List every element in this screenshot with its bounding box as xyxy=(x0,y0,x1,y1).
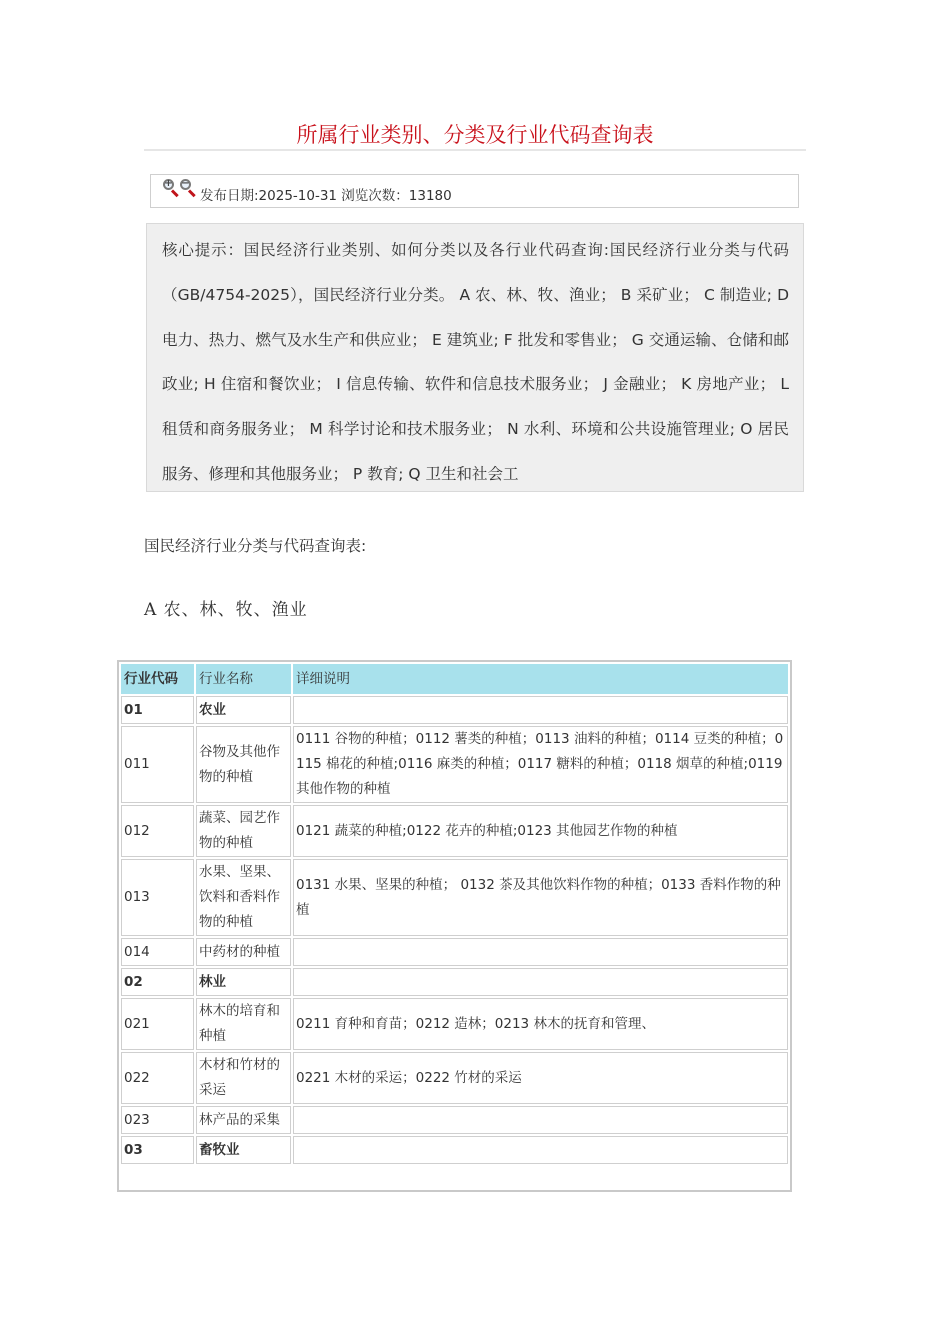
cell-name: 林业 xyxy=(196,968,291,996)
cell-code: 02 xyxy=(121,968,194,996)
table-row xyxy=(121,1106,788,1134)
publish-info: 发布日期:2025-10-31 浏览次数：13180 xyxy=(200,188,452,204)
table-row xyxy=(121,938,788,966)
section-label: 国民经济行业分类与代码查询表: xyxy=(144,537,367,555)
cell-detail: 0131 水果、坚果的种植； 0132 茶及其他饮料作物的种植；0133 香料作物的种植 xyxy=(293,859,788,936)
table-row xyxy=(121,859,788,936)
category-heading: A 农、林、牧、渔业 xyxy=(144,600,308,620)
page-title: 所属行业类别、分类及行业代码查询表 xyxy=(296,123,654,147)
cell-code: 014 xyxy=(121,938,194,966)
table-row xyxy=(121,696,788,724)
cell-code: 022 xyxy=(121,1052,194,1104)
cell-code: 011 xyxy=(121,726,194,803)
table-row xyxy=(121,805,788,857)
cell-name: 农业 xyxy=(196,696,291,724)
cell-name: 畜牧业 xyxy=(196,1136,291,1164)
header-code: 行业代码 xyxy=(121,664,194,694)
info-bar xyxy=(150,174,799,208)
table-header-row xyxy=(121,664,788,694)
cell-detail: 0121 蔬菜的种植;0122 花卉的种植;0123 其他园艺作物的种植 xyxy=(293,805,788,857)
cell-name: 木材和竹材的采运 xyxy=(196,1052,291,1104)
cell-code: 021 xyxy=(121,998,194,1050)
cell-detail: 0211 育种和育苗；0212 造林；0213 林木的抚育和管理、 xyxy=(293,998,788,1050)
summary-box: 核心提示：国民经济行业类别、如何分类以及各行业代码查询:国民经济行业分类与代码（GB/4754-2025），国民经济行业分类。 A 农、林、牧、渔业； B 采矿业； C 制造业; D 电力、热力、燃气及水生产和供应业； E 建筑业; F 批发和零售业； G 交通运输、仓储和邮政业; H 住宿和餐饮业； I 信息传输、软件和信息技术服务业； J 金融业； K 房地产业； L 租赁和商务服务业； M 科学讨论和技术服务业； N 水利、环境和公共设施管理业; O 居民服务、修理和其他服务业； P 教育; Q 卫生和社会工 xyxy=(146,223,804,492)
header-detail: 详细说明 xyxy=(293,664,788,694)
cell-name: 蔬菜、园艺作物的种植 xyxy=(196,805,291,857)
cell-code: 01 xyxy=(121,696,194,724)
table-row xyxy=(121,726,788,803)
cell-code: 013 xyxy=(121,859,194,936)
cell-detail xyxy=(293,696,788,724)
cell-detail xyxy=(293,938,788,966)
cell-name: 谷物及其他作物的种植 xyxy=(196,726,291,803)
zoom-out-icon[interactable]: − xyxy=(180,179,195,194)
cell-name: 林木的培育和种植 xyxy=(196,998,291,1050)
cell-code: 023 xyxy=(121,1106,194,1134)
cell-code: 012 xyxy=(121,805,194,857)
cell-name: 林产品的采集 xyxy=(196,1106,291,1134)
cell-detail: 0111 谷物的种植；0112 薯类的种植；0113 油料的种植；0114 豆类的种植；0115 棉花的种植;0116 麻类的种植；0117 糖料的种植；0118 烟草的种植;0119 其他作物的种植 xyxy=(293,726,788,803)
zoom-in-icon[interactable]: + xyxy=(163,179,178,194)
zoom-controls xyxy=(163,179,197,194)
cell-detail xyxy=(293,1106,788,1134)
cell-name: 中药材的种植 xyxy=(196,938,291,966)
table-row xyxy=(121,998,788,1050)
title-divider xyxy=(144,149,806,151)
cell-detail: 0221 木材的采运；0222 竹材的采运 xyxy=(293,1052,788,1104)
cell-detail xyxy=(293,1136,788,1164)
table-row xyxy=(121,968,788,996)
header-name: 行业名称 xyxy=(196,664,291,694)
cell-detail xyxy=(293,968,788,996)
table-row xyxy=(121,1052,788,1104)
industry-code-table xyxy=(117,660,792,1192)
cell-name: 水果、坚果、饮料和香料作物的种植 xyxy=(196,859,291,936)
table-row xyxy=(121,1136,788,1164)
cell-code: 03 xyxy=(121,1136,194,1164)
